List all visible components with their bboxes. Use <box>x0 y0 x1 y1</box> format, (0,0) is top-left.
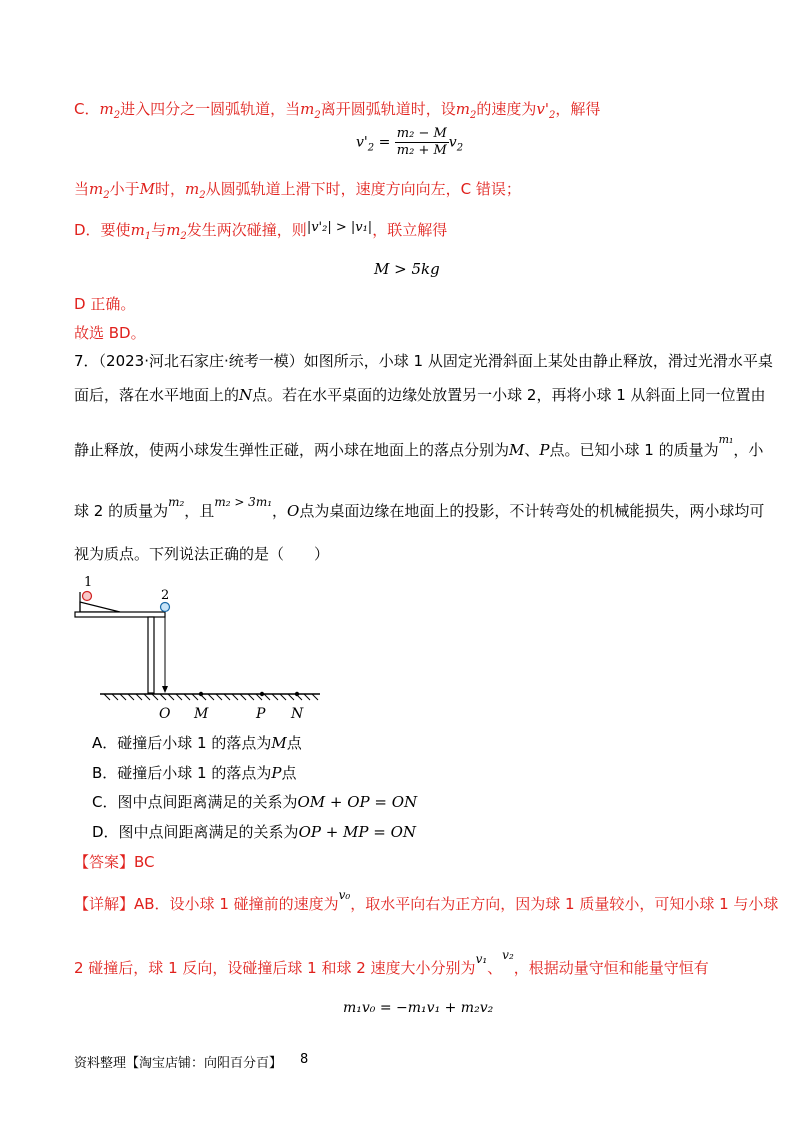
ball-2-label: 2 <box>161 588 170 603</box>
equation-m-gt-5: M > 5kg <box>374 260 440 278</box>
point-p <box>260 692 264 696</box>
label-n: N <box>291 706 304 722</box>
option-a[interactable]: A．碰撞后小球 1 的落点为M点 <box>92 734 302 752</box>
ball-1 <box>83 592 92 601</box>
q7-line4: 球 2 的质量为$^{m_2}$，且$^{m_2 > 3m_1}$，O点为桌面边缘在地面上的投影，不计转弯处的机械能损失，两小球均可 <box>74 495 765 520</box>
option-c[interactable]: C．图中点间距离满足的关系为OM + OP = ON <box>92 793 418 811</box>
detail-line1: 【详解】AB．设小球 1 碰撞前的速度为$^{v_0}$，取水平向右为正方向，因为球 1 质量较小，可知小球 1 与小球 <box>74 888 779 913</box>
d-correct: D 正确。 <box>74 295 136 313</box>
option-d[interactable]: D．图中点间距离满足的关系为OP + MP = ON <box>92 823 417 841</box>
footer-source: 资料整理【淘宝店铺：向阳百分百】 <box>74 1056 283 1071</box>
section-d-line: D．要使$m_1$与$m_2$发生两次碰撞，则|v'₂| > |v₁|，联立解得 <box>74 220 448 242</box>
q7-line5: 视为质点。下列说法正确的是（ ） <box>74 545 330 563</box>
section-c-line: C．$m_2$进入四分之一圆弧轨道，当$m_2$离开圆弧轨道时，设$m_2$的速度为$v'_2$，解得 <box>74 100 601 121</box>
equation-momentum: m₁v₀ = −m₁v₁ + m₂v₂ <box>343 1000 494 1016</box>
drop-arrow-icon <box>162 686 168 693</box>
label-o: O <box>159 706 171 722</box>
tabletop <box>75 612 165 617</box>
label-m: M <box>194 706 209 722</box>
ball-2 <box>161 603 170 612</box>
choose-answer: 故选 BD。 <box>74 324 146 342</box>
fraction: $\frac{\text{m₂ − M}}{\text{m₂ + M}}$ <box>396 126 447 158</box>
point-n <box>295 692 299 696</box>
q7-line2: 面后，落在水平地面上的N点。若在水平桌面的边缘处放置另一小球 2，再将小球 1 从斜面上同一位置由 <box>74 386 766 404</box>
point-m <box>199 692 203 696</box>
ground-hatching <box>104 694 318 700</box>
page-number: 8 <box>300 1052 309 1067</box>
experiment-figure <box>70 570 330 725</box>
table-leg <box>148 617 154 693</box>
ball-1-label: 1 <box>84 575 93 590</box>
answer: 【答案】BC <box>74 853 155 871</box>
label-p: P <box>256 706 266 722</box>
option-b[interactable]: B．碰撞后小球 1 的落点为P点 <box>92 764 297 782</box>
equation-v2-prime: $v'_2$ = $\frac{\text{m₂ − M}}{\text{m₂ + M}}$ $v_2$ <box>356 126 464 158</box>
q7-line1: 7．（2023·河北石家庄·统考一模）如图所示，小球 1 从固定光滑斜面上某处由静止释放，滑过光滑水平桌 <box>74 352 773 370</box>
section-c-conclusion: 当$m_2$小于M时，$m_2$从圆弧轨道上滑下时，速度方向向左，C 错误； <box>74 180 521 201</box>
detail-line2: 2 碰撞后，球 1 反向，设碰撞后球 1 和球 2 速度大小分别为$^{v_1}$、$^{v_2}$，根据动量守恒和能量守恒有 <box>74 948 709 977</box>
q7-line3: 静止释放，使两小球发生弹性正碰，两小球在地面上的落点分别为M、P点。已知小球 1 的质量为$^{m_1}$，小 <box>74 433 764 459</box>
incline-slope <box>80 602 120 612</box>
